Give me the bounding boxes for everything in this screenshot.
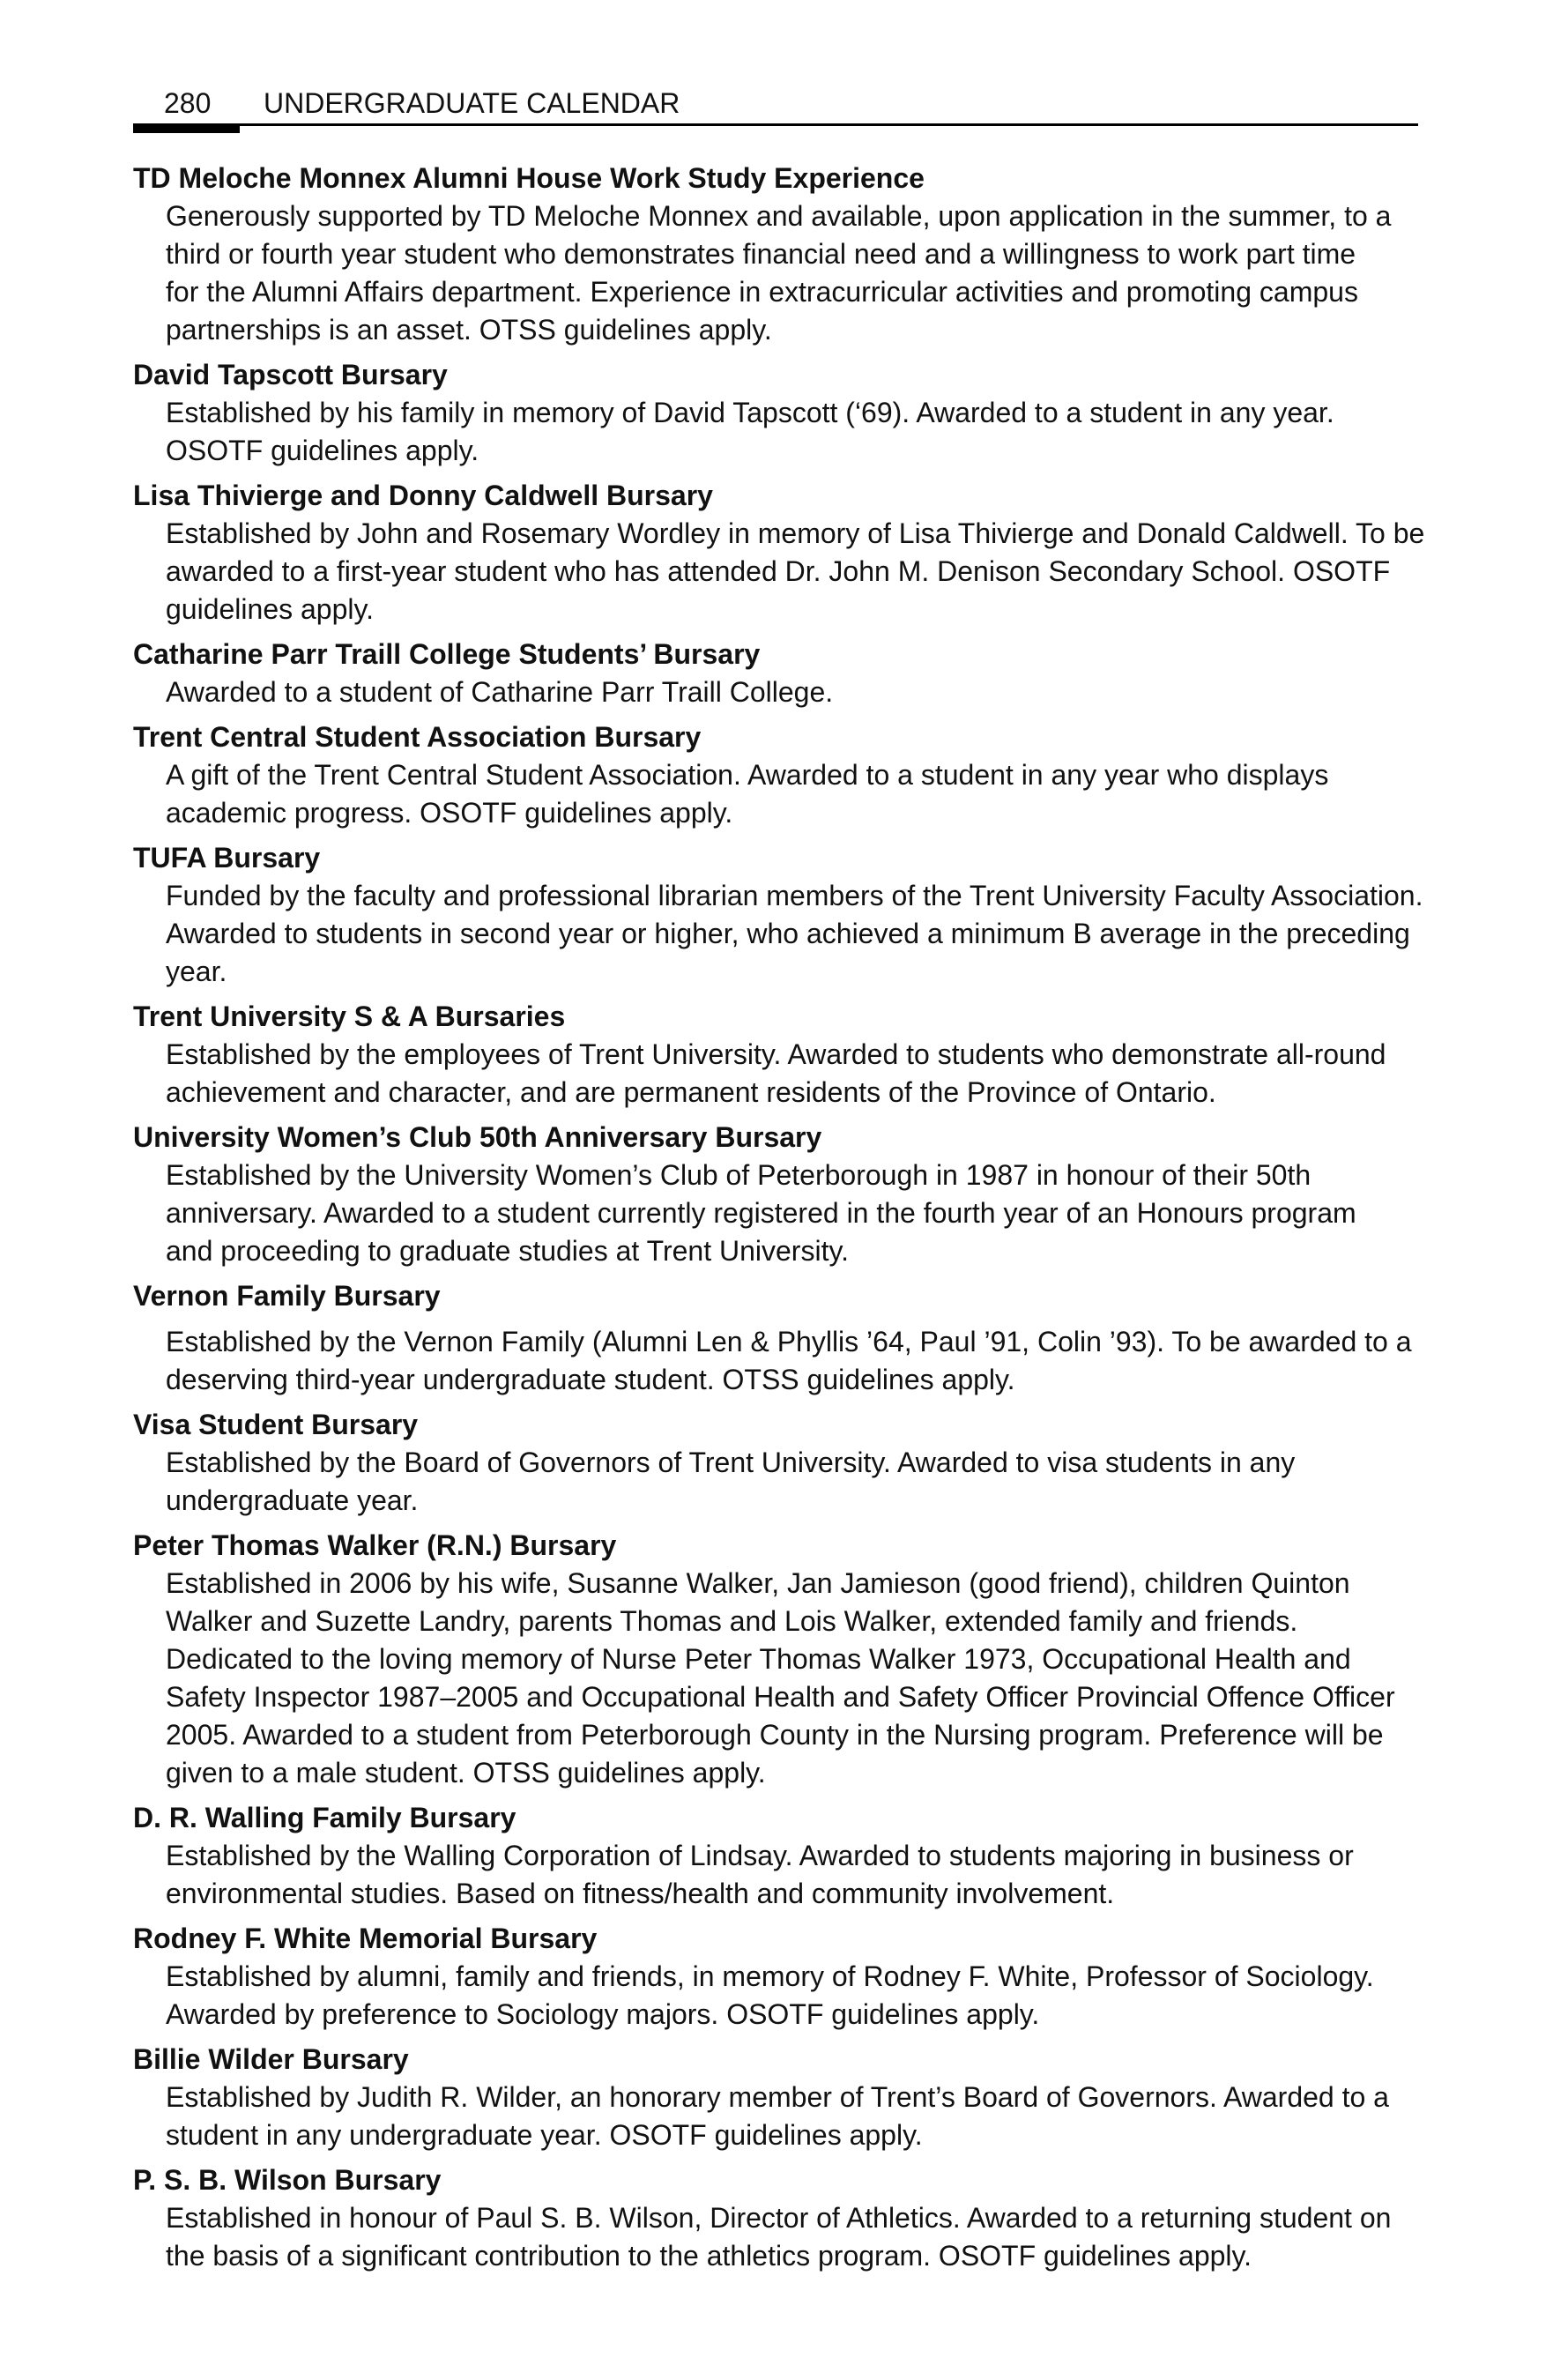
entry-text-line: Established by the Board of Governors of Trent University. Awarded to visa students in any <box>166 1447 1296 1478</box>
entry-text-line: student in any undergraduate year. OSOTF guidelines apply. <box>166 2119 923 2151</box>
entry-text-line: Established in 2006 by his wife, Susanne Walker, Jan Jamieson (good friend), children Quinton <box>166 1567 1350 1599</box>
header-rule-tab <box>133 123 240 133</box>
bursary-entry <box>133 477 1508 628</box>
entry-title: University Women’s Club 50th Anniversary Bursary <box>133 1121 822 1153</box>
entry-title: D. R. Walling Family Bursary <box>133 1802 516 1833</box>
page-number: 280 <box>164 87 212 119</box>
entry-text-line: Dedicated to the loving memory of Nurse Peter Thomas Walker 1973, Occupational Health and <box>166 1643 1351 1675</box>
entry-text-line: Established by John and Rosemary Wordley in memory of Lisa Thivierge and Donald Caldwell. To be <box>166 517 1425 549</box>
entry-text-line: the basis of a significant contribution to the athletics program. OSOTF guidelines apply. <box>166 2240 1252 2272</box>
entry-title: Peter Thomas Walker (R.N.) Bursary <box>133 1529 617 1561</box>
entry-text-line: Established in honour of Paul S. B. Wilson, Director of Athletics. Awarded to a returning student on <box>166 2202 1392 2234</box>
entry-title: David Tapscott Bursary <box>133 359 448 390</box>
entry-text-line: deserving third-year undergraduate student. OTSS guidelines apply. <box>166 1364 1015 1395</box>
entry-description <box>133 756 1508 832</box>
entry-text-line: Established by the University Women’s Club of Peterborough in 1987 in honour of their 50th <box>166 1159 1312 1191</box>
bursary-entry <box>133 1277 1508 1399</box>
entry-description <box>133 515 1508 628</box>
entry-text-line: undergraduate year. <box>166 1484 419 1516</box>
entry-text-line: awarded to a first-year student who has attended Dr. John M. Denison Secondary School. OSOTF <box>166 555 1391 587</box>
entry-text-line: anniversary. Awarded to a student currently registered in the fourth year of an Honours program <box>166 1197 1356 1229</box>
entry-text-line: Established by alumni, family and friends, in memory of Rodney F. White, Professor of Sociology. <box>166 1960 1374 1992</box>
entry-text-line: Established by the employees of Trent University. Awarded to students who demonstrate all-round <box>166 1038 1386 1070</box>
bursary-entry <box>133 356 1508 470</box>
entry-description <box>133 2079 1508 2154</box>
bursary-entry <box>133 2041 1508 2154</box>
entry-title: TD Meloche Monnex Alumni House Work Study Experience <box>133 162 925 194</box>
entry-text-line: Established by the Vernon Family (Alumni Len & Phyllis ’64, Paul ’91, Colin ’93). To be awarded to a <box>166 1326 1412 1357</box>
entry-title: Rodney F. White Memorial Bursary <box>133 1923 598 1954</box>
bursary-entry <box>133 160 1508 349</box>
entry-text-line: Awarded by preference to Sociology majors. OSOTF guidelines apply. <box>166 1998 1040 2030</box>
entry-description <box>133 673 1508 711</box>
entry-text-line: partnerships is an asset. OTSS guidelines apply. <box>166 314 772 346</box>
entry-description <box>133 197 1508 349</box>
entry-text-line: given to a male student. OTSS guidelines apply. <box>166 1757 766 1789</box>
entry-title: TUFA Bursary <box>133 842 321 874</box>
bursary-entry <box>133 1406 1508 1520</box>
entry-text-line: year. <box>166 956 227 987</box>
entry-text-line: Awarded to students in second year or higher, who achieved a minimum B average in the preceding <box>166 918 1410 949</box>
entry-text-line: guidelines apply. <box>166 593 375 625</box>
entry-title: Trent Central Student Association Bursary <box>133 721 702 753</box>
entry-text-line: OSOTF guidelines apply. <box>166 435 479 466</box>
entry-description <box>133 2199 1508 2275</box>
entry-title: Catharine Parr Traill College Students’ Bursary <box>133 638 761 670</box>
header-rule <box>133 123 1418 126</box>
entry-text-line: academic progress. OSOTF guidelines apply. <box>166 797 733 829</box>
entry-text-line: environmental studies. Based on fitness/health and community involvement. <box>166 1878 1115 1909</box>
bursary-entry <box>133 1119 1508 1270</box>
entry-description <box>133 1036 1508 1112</box>
entry-description <box>133 394 1508 470</box>
entry-text-line: Safety Inspector 1987–2005 and Occupational Health and Safety Officer Provincial Offence Officer <box>166 1681 1395 1713</box>
bursary-entry <box>133 636 1508 711</box>
entry-text-line: 2005. Awarded to a student from Peterborough County in the Nursing program. Preference will be <box>166 1719 1384 1751</box>
entry-description <box>133 1157 1508 1270</box>
entry-title: Vernon Family Bursary <box>133 1280 441 1312</box>
entry-description <box>133 1323 1508 1399</box>
entry-text-line: achievement and character, and are permanent residents of the Province of Ontario. <box>166 1076 1216 1108</box>
entry-description <box>133 1565 1508 1792</box>
entry-title: Billie Wilder Bursary <box>133 2043 409 2075</box>
entry-text-line: Walker and Suzette Landry, parents Thomas and Lois Walker, extended family and friends. <box>166 1605 1298 1637</box>
bursary-entry <box>133 1799 1508 1913</box>
entry-description <box>133 1837 1508 1913</box>
entry-text-line: Established by the Walling Corporation of Lindsay. Awarded to students majoring in business or <box>166 1840 1354 1871</box>
entry-text-line: third or fourth year student who demonstrates financial need and a willingness to work part time <box>166 238 1356 270</box>
bursary-entry <box>133 839 1508 991</box>
entry-title: Lisa Thivierge and Donny Caldwell Bursary <box>133 480 713 511</box>
entry-description <box>133 1444 1508 1520</box>
bursary-entry <box>133 2161 1508 2275</box>
entry-title: Trent University S & A Bursaries <box>133 1000 566 1032</box>
entry-text-line: A gift of the Trent Central Student Association. Awarded to a student in any year who displays <box>166 759 1329 791</box>
entry-description <box>133 877 1508 991</box>
bursary-entry <box>133 998 1508 1112</box>
entry-text-line: and proceeding to graduate studies at Trent University. <box>166 1235 849 1267</box>
bursary-entry <box>133 718 1508 832</box>
entry-text-line: Established by his family in memory of David Tapscott (‘69). Awarded to a student in any year. <box>166 397 1334 428</box>
entry-text-line: Funded by the faculty and professional librarian members of the Trent University Faculty Association. <box>166 880 1423 911</box>
entry-description <box>133 1958 1508 2034</box>
entry-text-line: for the Alumni Affairs department. Experience in extracurricular activities and promoting campus <box>166 276 1358 308</box>
running-title: UNDERGRADUATE CALENDAR <box>264 87 680 119</box>
entry-text-line: Generously supported by TD Meloche Monnex and available, upon application in the summer, to a <box>166 200 1392 232</box>
bursary-list <box>133 160 1508 2275</box>
entry-title: Visa Student Bursary <box>133 1409 419 1440</box>
bursary-entry <box>133 1527 1508 1792</box>
entry-title: P. S. B. Wilson Bursary <box>133 2164 442 2196</box>
entry-text-line: Established by Judith R. Wilder, an honorary member of Trent’s Board of Governors. Awarded to a <box>166 2081 1389 2113</box>
entry-text-line: Awarded to a student of Catharine Parr Traill College. <box>166 676 834 708</box>
bursary-entry <box>133 1920 1508 2034</box>
